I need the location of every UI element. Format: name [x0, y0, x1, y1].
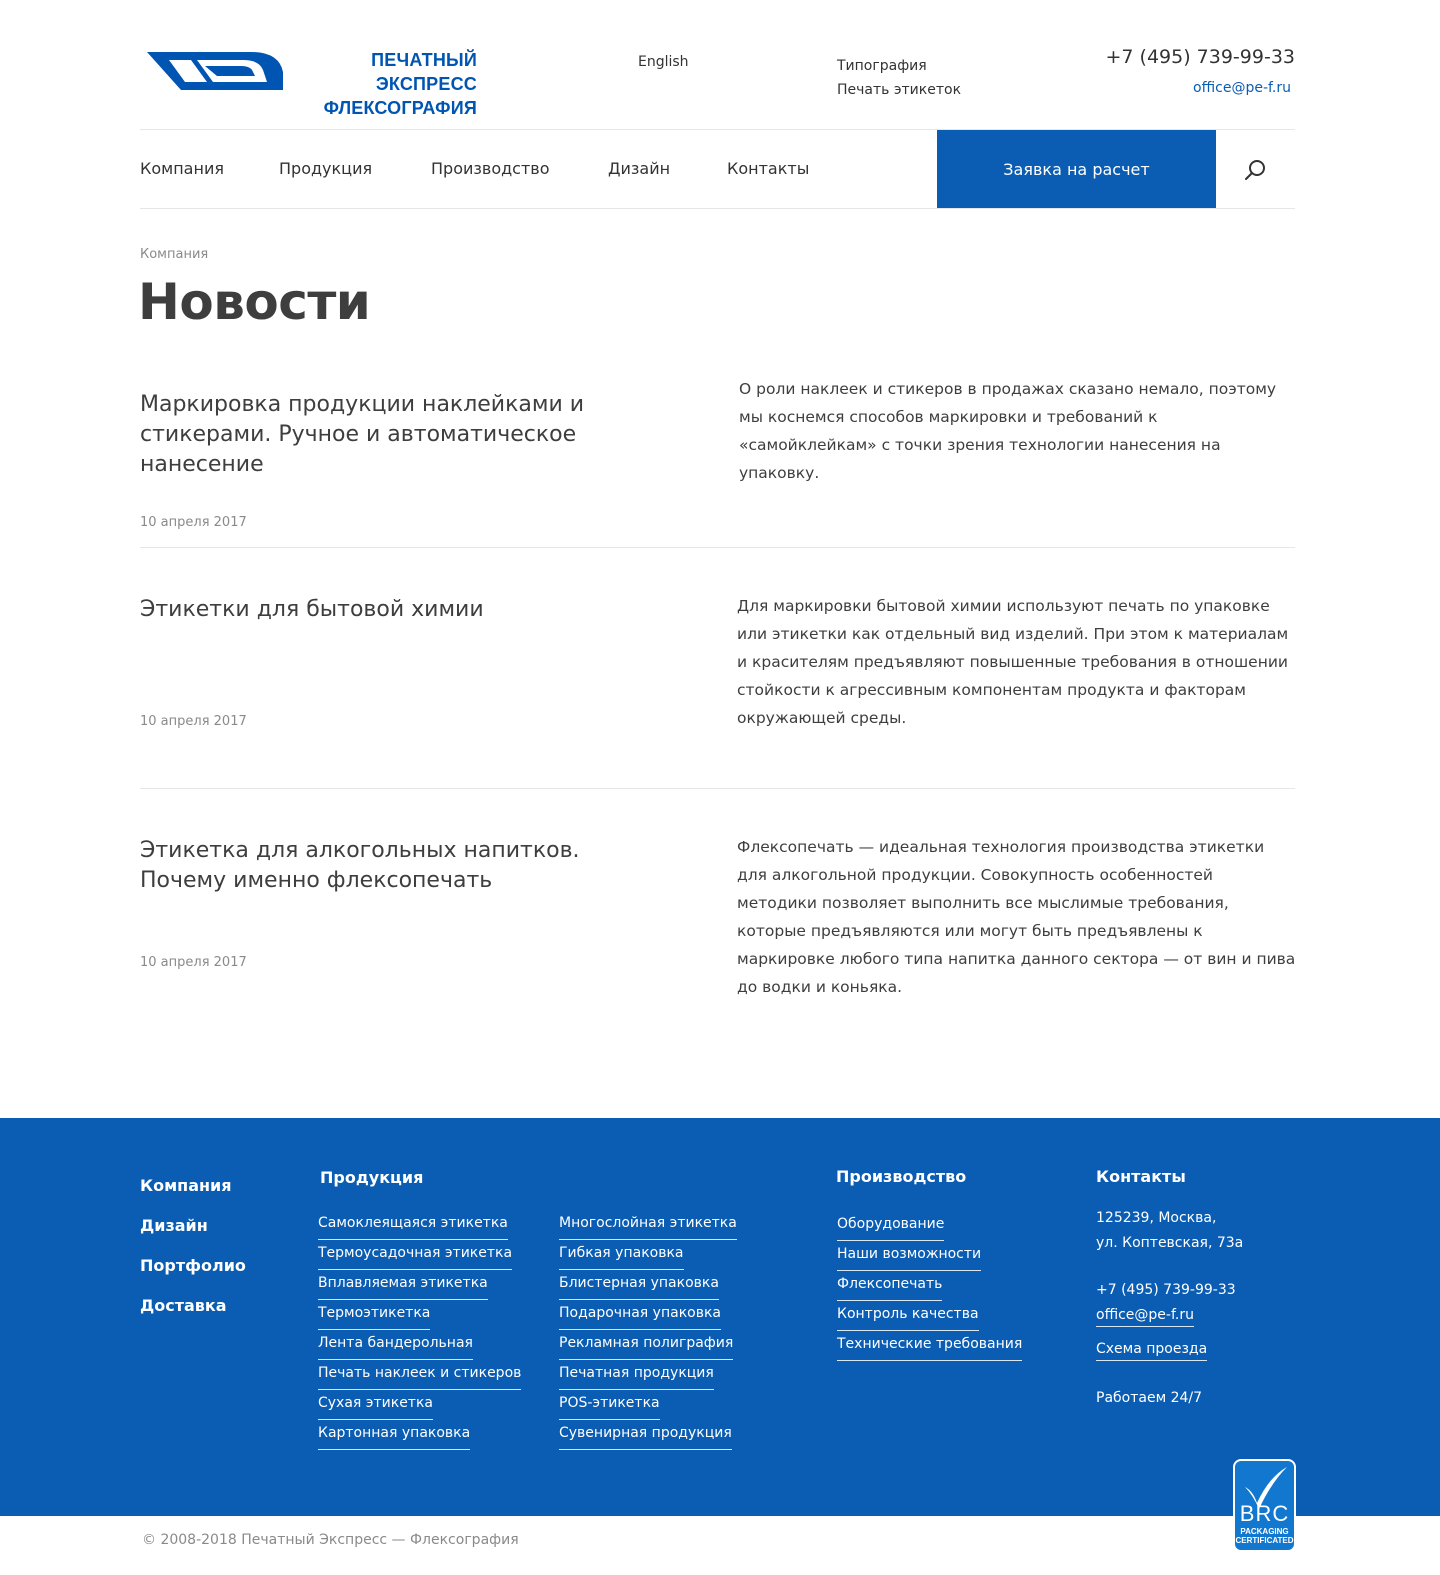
search-icon[interactable]: [1244, 158, 1268, 182]
footer-production-link[interactable]: Технические требования: [837, 1331, 1022, 1361]
footer-product-link[interactable]: Картонная упаковка: [318, 1420, 470, 1450]
news-excerpt: Для маркировки бытовой химии используют печать по упаковке или этикетки как отдельный вид изделий. При этом к материалам и красителям предъявляют повышенные требования в отношении стойкости к агрессивным компонентам продукта и факторам окружающей среды.: [737, 597, 1289, 727]
footer-production-heading[interactable]: Производство: [836, 1167, 967, 1186]
footer-product-link[interactable]: Многослойная этикетка: [559, 1210, 737, 1240]
footer-product-link[interactable]: Вплавляемая этикетка: [318, 1270, 488, 1300]
header-email[interactable]: office@pe-f.ru: [1193, 80, 1291, 96]
footer-production-link[interactable]: Контроль качества: [837, 1301, 979, 1331]
logo-line-2: ФЛЕКСОГРАФИЯ: [323, 98, 477, 118]
news-excerpt: Флексопечать — идеальная технология производства этикетки для алкогольной продукции. Совокупность особенностей методики позволяет выполнить все мыслимые требования, которые предъявляются или могут быть предъявлены к маркировке любого типа напитка данного сектора — от вин и пива до водки и коньяка.: [737, 838, 1296, 996]
header-links: [837, 54, 961, 102]
footer-product-link[interactable]: Термоусадочная этикетка: [318, 1240, 512, 1270]
footer-map-link[interactable]: Схема проезда: [1096, 1338, 1207, 1361]
footer-contacts: [1096, 1206, 1243, 1411]
news-date: 10 апреля 2017: [140, 515, 247, 530]
footer-address-line-1: 125239, Москва,: [1096, 1210, 1217, 1226]
logo-text: [277, 48, 477, 120]
news-title[interactable]: Этикетки для бытовой химии: [140, 597, 484, 622]
header-link-labels[interactable]: Печать этикеток: [837, 82, 962, 98]
footer-production-list: [837, 1211, 1022, 1361]
footer-product-link[interactable]: Термоэтикетка: [318, 1300, 430, 1330]
footer-products-heading[interactable]: Продукция: [320, 1168, 424, 1187]
footer-product-link[interactable]: Блистерная упаковка: [559, 1270, 719, 1300]
copyright: © 2008-2018 Печатный Экспресс — Флексография: [142, 1532, 519, 1548]
logo-line-1: ПЕЧАТНЫЙ ЭКСПРЕСС: [371, 50, 477, 94]
site-logo[interactable]: [147, 46, 477, 118]
footer-hours: Работаем 24/7: [1096, 1390, 1203, 1406]
logo-mark-icon: [147, 48, 287, 94]
footer-production-link[interactable]: Оборудование: [837, 1211, 944, 1241]
brc-certificate-badge: [1233, 1459, 1296, 1552]
footer-products-list-2: [559, 1210, 737, 1450]
footer-link-design[interactable]: Дизайн: [140, 1216, 208, 1235]
news-title[interactable]: Этикетка для алкогольных напитков. Почему именно флексопечать: [140, 838, 580, 893]
news-title[interactable]: Маркировка продукции наклейками и стикерами. Ручное и автоматическое нанесение: [140, 392, 585, 477]
brc-badge-line-2: CERTIFICATED: [1235, 1536, 1294, 1545]
news-divider: [140, 547, 1295, 548]
main-nav: [140, 130, 1295, 209]
header-phone[interactable]: +7 (495) 739-99-33: [1105, 46, 1295, 68]
brc-badge-title: BRC: [1239, 1501, 1290, 1526]
footer-link-delivery[interactable]: Доставка: [140, 1296, 227, 1315]
footer-products-list-1: [318, 1210, 521, 1450]
footer-production-link[interactable]: Наши возможности: [837, 1241, 981, 1271]
footer-product-link[interactable]: Гибкая упаковка: [559, 1240, 684, 1270]
breadcrumb[interactable]: Компания: [140, 247, 209, 262]
footer-main-links: [140, 1166, 246, 1326]
brc-badge-caption: [1235, 1527, 1294, 1545]
footer-product-link[interactable]: POS-этикетка: [559, 1390, 660, 1420]
nav-item-contacts[interactable]: Контакты: [727, 159, 810, 178]
news-excerpt: О роли наклеек и стикеров в продажах сказано немало, поэтому мы коснемся способов маркировки и требований к «самойклейкам» с точки зрения технологии нанесения на упаковку.: [739, 380, 1277, 482]
brc-badge-line-1: PACKAGING: [1240, 1527, 1289, 1536]
footer-production-link[interactable]: Флексопечать: [837, 1271, 942, 1301]
footer-product-link[interactable]: Самоклеящаяся этикетка: [318, 1210, 508, 1240]
nav-item-products[interactable]: Продукция: [279, 159, 373, 178]
footer-address-line-2: ул. Коптевская, 73а: [1096, 1235, 1244, 1251]
footer-product-link[interactable]: Рекламная полиграфия: [559, 1330, 733, 1360]
request-quote-button[interactable]: Заявка на расчет: [937, 130, 1216, 209]
footer-phone[interactable]: +7 (495) 739-99-33: [1096, 1282, 1236, 1298]
nav-divider: [140, 208, 1295, 209]
site-header: [140, 0, 1295, 130]
footer-product-link[interactable]: Печатная продукция: [559, 1360, 714, 1390]
footer-contacts-heading[interactable]: Контакты: [1096, 1167, 1186, 1186]
news-date: 10 апреля 2017: [140, 714, 247, 729]
footer-product-link[interactable]: Лента бандерольная: [318, 1330, 473, 1360]
footer-product-link[interactable]: Печать наклеек и стикеров: [318, 1360, 521, 1390]
header-link-typography[interactable]: Типография: [837, 58, 927, 74]
footer-product-link[interactable]: Сувенирная продукция: [559, 1420, 732, 1450]
news-divider: [140, 788, 1295, 789]
page-title: Новости: [138, 273, 371, 331]
language-switch-link[interactable]: English: [638, 54, 689, 70]
footer-product-link[interactable]: Сухая этикетка: [318, 1390, 433, 1420]
footer-email[interactable]: office@pe-f.ru: [1096, 1304, 1194, 1327]
nav-item-production[interactable]: Производство: [431, 159, 550, 178]
footer-link-portfolio[interactable]: Портфолио: [140, 1256, 246, 1275]
nav-item-design[interactable]: Дизайн: [608, 159, 671, 178]
nav-item-company[interactable]: Компания: [140, 159, 224, 178]
footer-product-link[interactable]: Подарочная упаковка: [559, 1300, 721, 1330]
footer-link-company[interactable]: Компания: [140, 1176, 232, 1195]
news-date: 10 апреля 2017: [140, 955, 247, 970]
